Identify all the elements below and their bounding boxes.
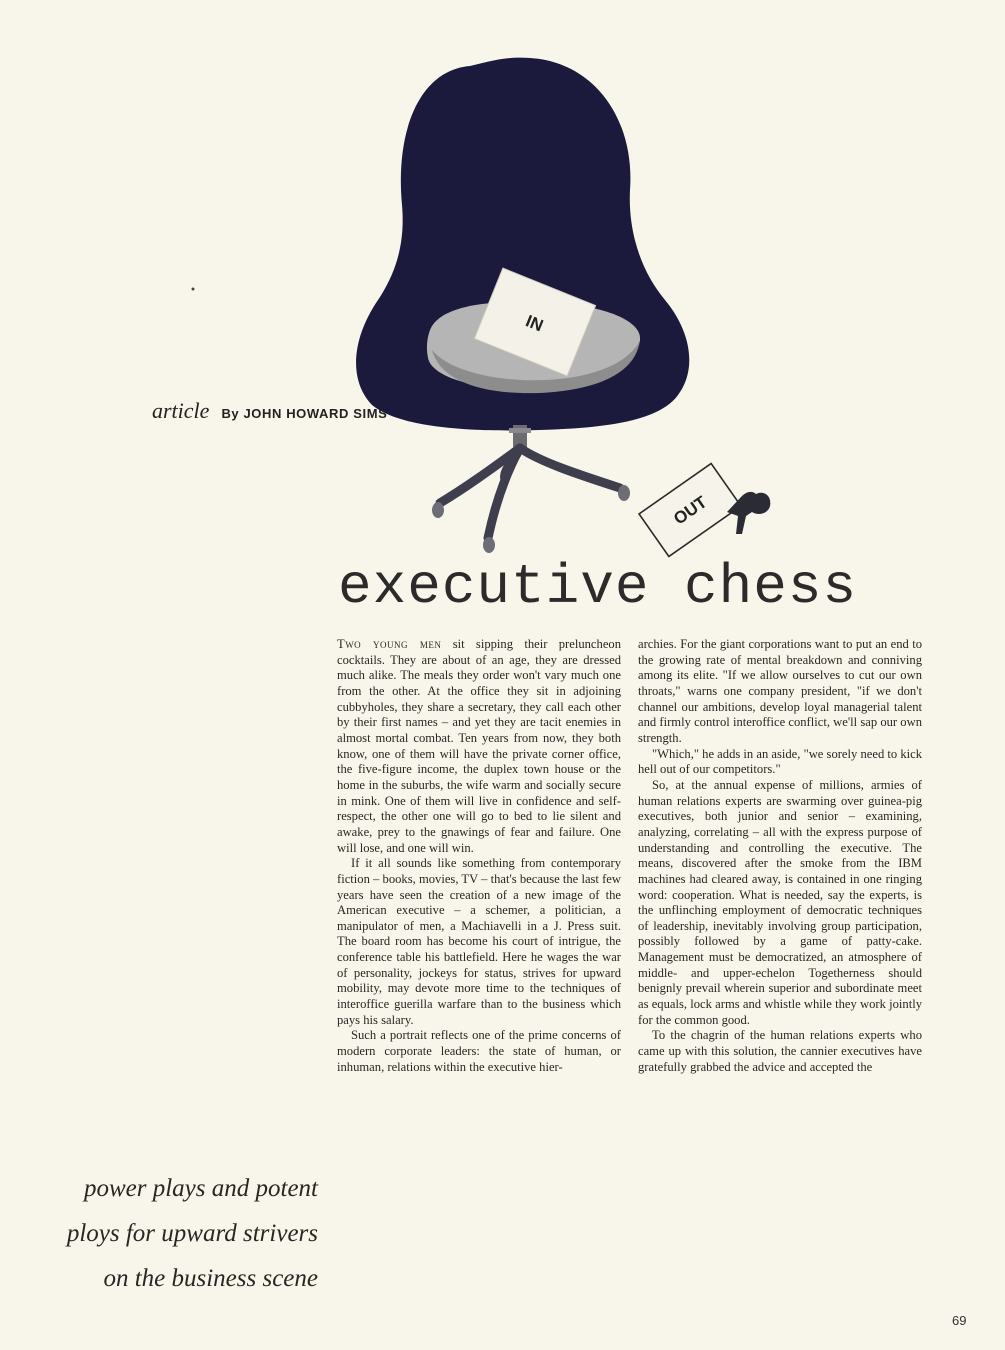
paragraph-text: sit sipping their preluncheon cocktails. They are about of an age, they are dressed much alike. The meals they order won't vary much one from the other. At the office they sit in adjoining cubbyholes, they share a secretary, they call each other by their first names – and yet they are tacit enemies in almost mortal combat. Ten years from now, they both know, one of them will have the private corner office, the five-figure income, the duplex town house or the home in the suburbs, the wife warm and socially secure in mink. One of them will live in confidence and self-respect, the other one will go to bed to lie silent and awake, prey to the gnawings of fear and failure. One will lose, and one will win. xyxy=(337,637,621,855)
subtitle-line-2: ploys for upward strivers xyxy=(66,1220,318,1247)
stray-dot xyxy=(192,288,195,291)
body-column-1 xyxy=(337,637,621,1293)
lead-in-caps: Two young men xyxy=(337,637,442,651)
subtitle-line-3: on the business scene xyxy=(103,1265,318,1292)
paragraph: Such a portrait reflects one of the prime concerns of modern corporate leaders: the state of human, or inhuman, relations within the executive hier- xyxy=(337,1028,621,1074)
subtitle-line-1: power plays and potent xyxy=(83,1175,318,1202)
paragraph: To the chagrin of the human relations experts who came up with this solution, the cannier executives have gratefully grabbed the advice and accepted the xyxy=(638,1028,922,1074)
article-kicker: article xyxy=(152,398,210,423)
out-sign-label: OUT xyxy=(670,492,711,529)
paragraph: So, at the annual expense of millions, armies of human relations experts are swarming over guinea-pig executives, both junior and senior – examining, analyzing, correlating – all with the express purpose of understanding and controlling the executive. The means, discovered after the smoke from the IBM machines had cleared away, is contained in one ringing word: cooperation. What is needed, say the experts, is the unflinching employment of democratic techniques of leadership, inevitably involving group participation, possibly followed by a game of patty-cake. Management must be democratized, an atmosphere of middle- and upper-echelon Togetherness should benignly prevail wherein superior and subordinate meet as equals, lock arms and whistle while they work jointly for the common good. xyxy=(638,777,922,1027)
out-sign xyxy=(639,463,741,556)
chair-casters xyxy=(432,485,630,553)
body-column-2 xyxy=(638,637,922,1293)
article-title: executive chess xyxy=(338,555,858,619)
in-sign-label: IN xyxy=(522,311,546,336)
paragraph: If it all sounds like something from contemporary fiction – books, movies, TV – that's because the last few years have seen the creation of a new image of the American executive – a schemer, a politician, a manipulator of men, a Machiavelli in a J. Press suit. The board room has become his court of intrigue, the conference table his battlefield. Here he wages the war of personality, jockeys for status, strives for upward mobility, may devote more time to the techniques of interoffice guerilla warfare than to the business which pays his salary. xyxy=(337,856,621,1027)
byline xyxy=(152,398,387,424)
paragraph: archies. For the giant corporations want to put an end to the growing rate of mental breakdown and conniving among its elite. "If we allow ourselves to cut our own throats," warns one company president, "if we don't channel our ambitions, develop loyal managerial talent and firmly control interoffice conflict, we'll sap our own strength. xyxy=(638,637,922,745)
page-number: 69 xyxy=(952,1313,967,1328)
chair-column-collar xyxy=(509,428,531,433)
chair-base xyxy=(440,448,620,538)
chair-illustration xyxy=(0,0,1005,640)
paragraph: "Which," he adds in an aside, "we sorely need to kick hell out of our competitors." xyxy=(638,746,922,777)
paragraph xyxy=(337,637,621,856)
author-name: By JOHN HOWARD SIMS xyxy=(221,406,388,421)
article-subtitle xyxy=(0,1166,318,1301)
